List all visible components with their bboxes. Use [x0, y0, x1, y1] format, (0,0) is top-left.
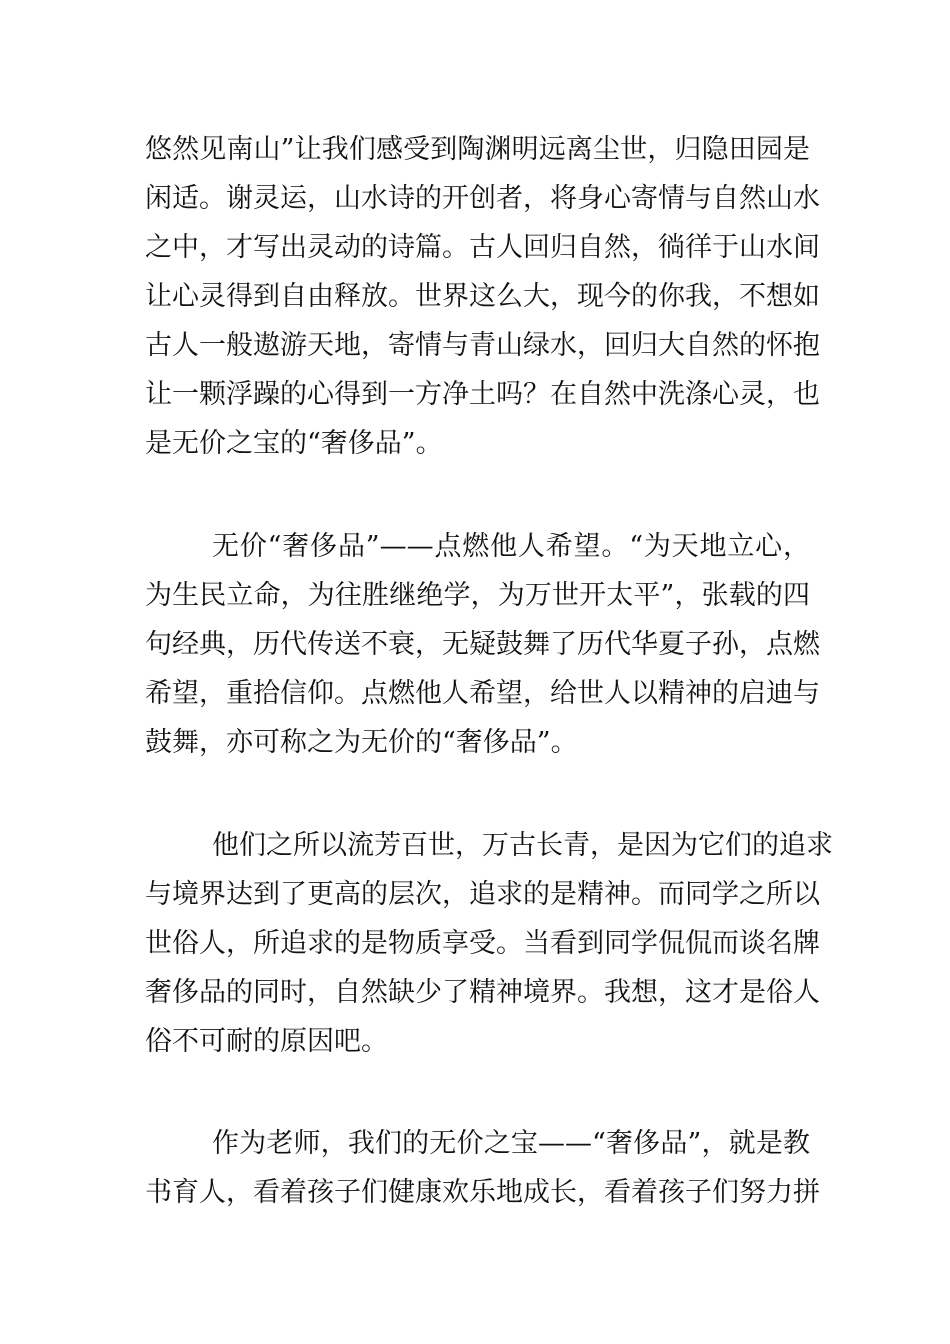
paragraph-line: 他们之所以流芳百世，万古长青，是因为它们的追求: [212, 830, 833, 861]
paragraph-line: 无价“奢侈品”——点燃他人希望。“为天地立心，: [212, 531, 810, 562]
paragraph-line: 让心灵得到自由释放。世界这么大，现今的你我，不想如: [145, 281, 820, 312]
paragraph-line: 希望，重拾信仰。点燃他人希望，给世人以精神的启迪与: [145, 678, 820, 709]
paragraph-line: 与境界达到了更高的层次，追求的是精神。而同学之所以: [145, 879, 820, 910]
paragraph-line: 俗不可耐的原因吧。: [145, 1026, 388, 1057]
paragraph-line: 是无价之宝的“奢侈品”。: [145, 428, 443, 459]
paragraph-line: 闲适。谢灵运，山水诗的开创者，将身心寄情与自然山水: [145, 183, 820, 214]
paragraph-line: 奢侈品的同时，自然缺少了精神境界。我想，这才是俗人: [145, 977, 820, 1008]
paragraph-line: 悠然见南山”让我们感受到陶渊明远离尘世，归隐田园是: [145, 134, 810, 165]
paragraph-line: 让一颗浮躁的心得到一方净土吗？在自然中洗涤心灵，也: [145, 379, 820, 410]
paragraph-line: 为生民立命，为往胜继绝学，为万世开太平”，张载的四: [145, 580, 810, 611]
paragraph-line: 句经典，历代传送不衰，无疑鼓舞了历代华夏子孙，点燃: [145, 629, 820, 660]
paragraph-line: 之中，才写出灵动的诗篇。古人回归自然，徜徉于山水间: [145, 232, 820, 263]
paragraph-line: 鼓舞，亦可称之为无价的“奢侈品”。: [145, 727, 578, 758]
paragraph-line: 古人一般遨游天地，寄情与青山绿水，回归大自然的怀抱: [145, 330, 820, 361]
paragraph-line: 世俗人，所追求的是物质享受。当看到同学侃侃而谈名牌: [145, 928, 820, 959]
paragraph-line: 书育人，看着孩子们健康欢乐地成长，看着孩子们努力拼: [145, 1177, 820, 1208]
paragraph-line: 作为老师，我们的无价之宝——“奢侈品”，就是教: [212, 1128, 810, 1159]
